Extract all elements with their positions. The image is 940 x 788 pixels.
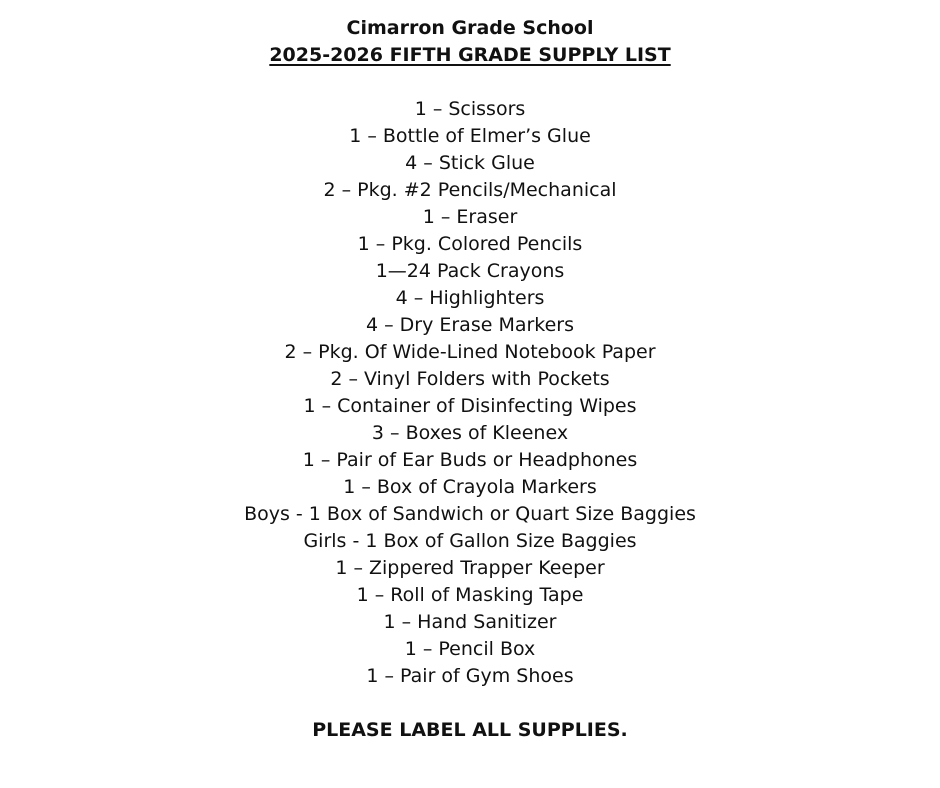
- school-name: Cimarron Grade School: [346, 17, 594, 39]
- supply-item: 1 – Pair of Ear Buds or Headphones: [302, 449, 638, 471]
- supply-item: 3 – Boxes of Kleenex: [371, 422, 569, 444]
- supply-list-document: [0, 15, 940, 744]
- supply-item: 1 – Zippered Trapper Keeper: [335, 557, 605, 579]
- supply-item: Boys - 1 Box of Sandwich or Quart Size Baggies: [244, 503, 696, 525]
- supply-item: 1 – Box of Crayola Markers: [343, 476, 597, 498]
- supply-item: 1 – Pencil Box: [404, 638, 536, 660]
- supply-item: 4 – Dry Erase Markers: [365, 314, 575, 336]
- supply-item: 1 – Scissors: [414, 98, 526, 120]
- supply-item: Girls - 1 Box of Gallon Size Baggies: [303, 530, 637, 552]
- supply-item: 2 – Pkg. #2 Pencils/Mechanical: [323, 179, 617, 201]
- supply-item: 2 – Vinyl Folders with Pockets: [330, 368, 610, 390]
- supply-item: 4 – Stick Glue: [405, 152, 535, 174]
- supply-item: 4 – Highlighters: [395, 287, 545, 309]
- supply-item: 1 – Pair of Gym Shoes: [366, 665, 574, 687]
- supply-item: 2 – Pkg. Of Wide-Lined Notebook Paper: [284, 341, 656, 363]
- label-supplies-note: PLEASE LABEL ALL SUPPLIES.: [312, 719, 628, 741]
- supply-item: 1 – Bottle of Elmer’s Glue: [349, 125, 591, 147]
- supply-item: 1 – Hand Sanitizer: [383, 611, 557, 633]
- supply-item: 1 – Pkg. Colored Pencils: [357, 233, 583, 255]
- supply-item: 1 – Eraser: [422, 206, 518, 228]
- supply-items-list: [0, 96, 940, 690]
- spacer: [0, 69, 940, 96]
- supply-item: 1 – Container of Disinfecting Wipes: [303, 395, 637, 417]
- spacer: [0, 690, 940, 717]
- list-title: 2025-2026 FIFTH GRADE SUPPLY LIST: [269, 44, 671, 66]
- supply-item: 1 – Roll of Masking Tape: [356, 584, 584, 606]
- supply-item: 1—24 Pack Crayons: [375, 260, 565, 282]
